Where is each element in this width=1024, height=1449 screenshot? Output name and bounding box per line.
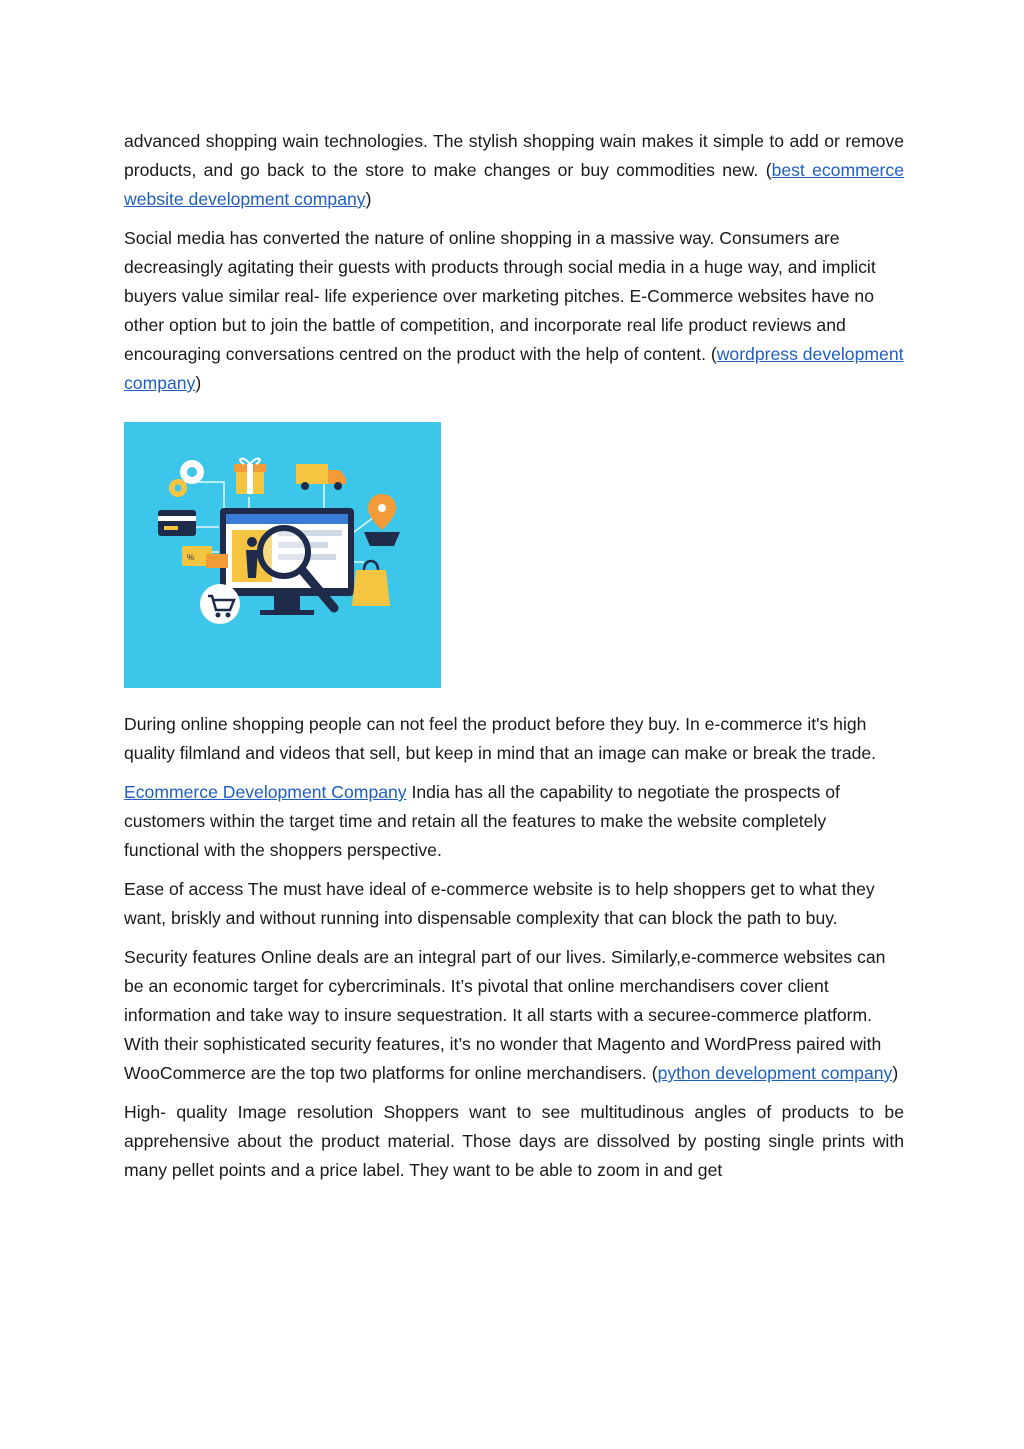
link-python-development-company[interactable]: python development company	[657, 1063, 893, 1083]
illustration-svg	[124, 422, 441, 688]
paragraph-text-end: )	[365, 189, 372, 209]
shopping-bag-icon	[352, 561, 390, 606]
delivery-truck-icon	[296, 464, 346, 490]
paragraph-text: Social media has converted the nature of online shopping in a massive way. Consumers are decreasingly agitating their guests with products through social media in a huge way, and implicit buyers value similar real- life experience over marketing pitches. E-Commerce websites have no other option but to join the battle of competition, and incorporate real life product reviews and encouraging conversations centred on the product with the help of content. (	[124, 228, 876, 364]
paragraph-text: High- quality Image resolution Shoppers want to see multitudinous angles of products to be apprehensive about the product material. Those days are dissolved by posting single prints with many pellet points and a price label. They want to be able to zoom in and get	[124, 1102, 904, 1180]
paragraph-text: India has all the capability to negotiate the prospects of customers within the target time and retain all the features to make the website completely functional with the shoppers perspective.	[124, 782, 840, 860]
link-best-ecommerce-website-development-company[interactable]: best ecommerce website development company	[124, 160, 904, 209]
paragraph-text: During online shopping people can not feel the product before they buy. In e-commerce it's high quality filmland and videos that sell, but keep in mind that an image can make or break the trade.	[124, 714, 877, 763]
credit-card-icon	[158, 510, 196, 536]
svg-text:%: %	[187, 553, 195, 562]
shopping-cart-icon	[200, 584, 240, 624]
paragraph-ease-of-access	[124, 875, 904, 933]
paragraph-social-media	[124, 224, 904, 398]
paragraph-text: Ease of access The must have ideal of e-commerce website is to help shoppers get to what they want, briskly and without running into dispensable complexity that can block the path to buy.	[124, 879, 875, 928]
document-page	[124, 127, 904, 1195]
ecommerce-illustration	[124, 422, 441, 688]
paragraph-text: advanced shopping wain technologies. The stylish shopping wain makes it simple to add or remove products, and go back to the store to make changes or buy commodities new. (	[124, 131, 904, 180]
paragraph-image-resolution	[124, 1098, 904, 1185]
link-wordpress-development-company[interactable]: wordpress development company	[124, 344, 904, 393]
paragraph-shopping-wain	[124, 127, 904, 214]
gear-icon	[169, 460, 204, 497]
paragraph-text-end: )	[892, 1063, 899, 1083]
link-ecommerce-development-company[interactable]: Ecommerce Development Company	[124, 782, 407, 802]
paragraph-text: Security features Online deals are an integral part of our lives. Similarly,e-commerce websites can be an economic target for cybercriminals. It’s pivotal that online merchandisers cover client information and take way to insure sequestration. It all starts with a securee-commerce platform. With their sophisticated security features, it’s no wonder that Magento and WordPress paired with WooCommerce are the top two platforms for online merchandisers. (	[124, 947, 886, 1083]
paragraph-text-end: )	[195, 373, 202, 393]
gift-icon	[234, 459, 266, 494]
paragraph-security-features	[124, 943, 904, 1088]
paragraph-online-shopping	[124, 710, 904, 768]
paragraph-ecommerce-company	[124, 778, 904, 865]
